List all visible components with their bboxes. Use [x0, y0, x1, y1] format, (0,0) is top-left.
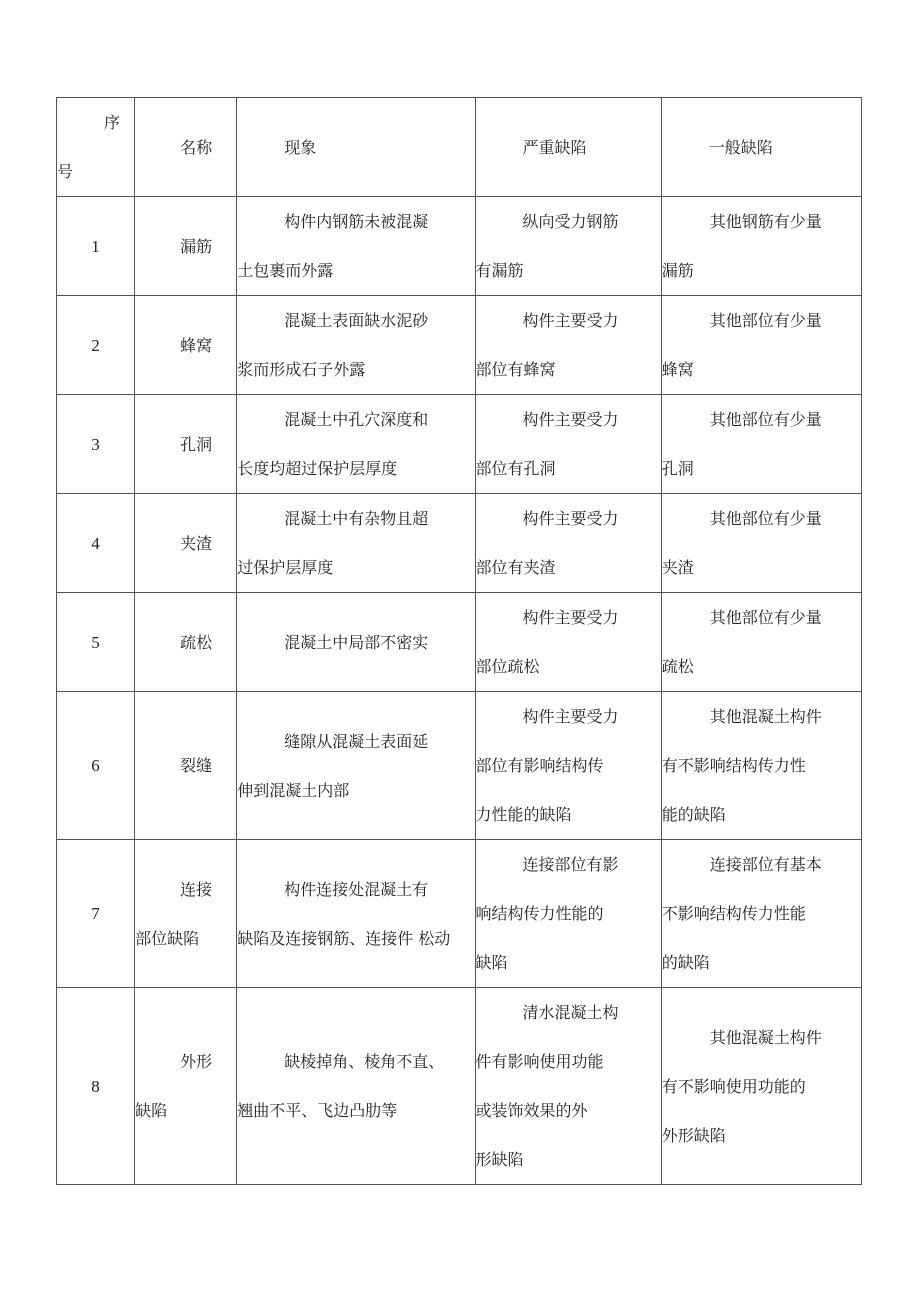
general-defect-line: 蜂窝 [661, 360, 694, 379]
header-row [57, 98, 862, 197]
serious-defect [475, 296, 661, 395]
serious-defect-line: 构件主要受力 [522, 707, 619, 726]
serious-defect [475, 494, 661, 593]
table-row [57, 593, 862, 692]
phenomenon-line: 伸到混凝土内部 [237, 780, 350, 800]
serious-defect-line: 部位有蜂窝 [475, 360, 556, 379]
defect-name-line: 疏松 [180, 632, 213, 652]
phenomenon-line: 缺棱掉角、棱角不直、 [284, 1052, 445, 1071]
phenomenon-line: 过保护层厚度 [237, 558, 334, 577]
header-phenomenon-cell [237, 98, 475, 197]
serious-defect-line: 件有影响使用功能 [475, 1052, 604, 1071]
general-defect-line: 连接部位有基本 [709, 855, 822, 874]
phenomenon [237, 593, 475, 692]
header-name-cell [135, 98, 237, 197]
table-row [57, 692, 862, 840]
phenomenon-line: 构件内钢筋未被混凝 [284, 212, 429, 231]
row-number: 1 [91, 236, 100, 256]
general-defect-line: 能的缺陷 [661, 805, 726, 824]
header-number-line2: 号 [57, 162, 74, 181]
defect-name-line: 外形 [180, 1052, 213, 1071]
defect-name-line: 孔洞 [180, 434, 213, 454]
table-row [57, 197, 862, 296]
general-defect [661, 988, 861, 1185]
general-defect [661, 692, 861, 840]
header-general: 一般缺陷 [708, 137, 773, 157]
general-defect [661, 395, 861, 494]
serious-defect [475, 197, 661, 296]
defect-name [135, 593, 237, 692]
general-defect-line: 孔洞 [661, 459, 694, 478]
serious-defect-line: 清水混凝土构 [522, 1003, 619, 1022]
row-number-cell [57, 840, 135, 988]
row-number: 7 [91, 904, 100, 923]
defect-name [135, 296, 237, 395]
general-defect-line: 其他部位有少量 [709, 410, 822, 429]
phenomenon-line: 缺陷及连接钢筋、连接件 松动 [237, 928, 451, 948]
row-number: 3 [91, 434, 100, 454]
general-defect-line: 其他部位有少量 [709, 509, 822, 528]
header-serious-cell [475, 98, 661, 197]
row-number-cell [57, 395, 135, 494]
phenomenon-line: 构件连接处混凝土有 [284, 879, 429, 899]
general-defect-line: 夹渣 [661, 558, 694, 577]
general-defect [661, 840, 861, 988]
serious-defect-line: 响结构传力性能的 [475, 904, 604, 923]
defect-name [135, 197, 237, 296]
general-defect [661, 197, 861, 296]
general-defect-line: 其他部位有少量 [709, 311, 822, 330]
header-number-line1: 序 [104, 113, 121, 132]
defect-name [135, 692, 237, 840]
header-number-cell [57, 98, 135, 197]
table-row [57, 296, 862, 395]
phenomenon [237, 840, 475, 988]
row-number-cell [57, 988, 135, 1185]
serious-defect-line: 有漏筋 [475, 261, 524, 280]
phenomenon [237, 296, 475, 395]
defect-name-line: 裂缝 [180, 756, 213, 775]
phenomenon-line: 混凝土中局部不密实 [284, 632, 429, 652]
serious-defect [475, 988, 661, 1185]
phenomenon-line: 长度均超过保护层厚度 [237, 459, 398, 478]
serious-defect-line: 构件主要受力 [522, 410, 619, 429]
serious-defect-line: 构件主要受力 [522, 311, 619, 330]
serious-defect-line: 部位有影响结构传 [475, 756, 604, 775]
general-defect-line: 有不影响使用功能的 [661, 1076, 806, 1096]
serious-defect [475, 692, 661, 840]
table-row [57, 840, 862, 988]
serious-defect-line: 连接部位有影 [522, 855, 619, 874]
defect-name-line: 部位缺陷 [135, 928, 200, 948]
defect-name [135, 840, 237, 988]
phenomenon-line: 混凝土中孔穴深度和 [284, 410, 429, 429]
row-number-cell [57, 296, 135, 395]
serious-defect-line: 部位有夹渣 [475, 558, 556, 577]
general-defect [661, 593, 861, 692]
serious-defect-line: 或装饰效果的外 [475, 1101, 588, 1120]
serious-defect-line: 构件主要受力 [522, 509, 619, 528]
table-row [57, 494, 862, 593]
serious-defect-line: 形缺陷 [475, 1150, 524, 1169]
concrete-defect-table [56, 97, 862, 1185]
serious-defect-line: 纵向受力钢筋 [522, 212, 619, 231]
header-phenomenon: 现象 [284, 137, 317, 157]
phenomenon [237, 988, 475, 1185]
phenomenon-line: 缝隙从混凝土表面延 [284, 731, 429, 751]
phenomenon [237, 494, 475, 593]
general-defect-line: 有不影响结构传力性 [661, 756, 806, 775]
defect-name-line: 夹渣 [180, 533, 213, 553]
row-number-cell [57, 593, 135, 692]
row-number-cell [57, 494, 135, 593]
defect-name-line: 漏筋 [180, 236, 213, 256]
header-serious: 严重缺陷 [522, 137, 587, 157]
phenomenon-line: 浆而形成石子外露 [237, 360, 366, 379]
serious-defect-line: 力性能的缺陷 [475, 805, 572, 824]
phenomenon [237, 197, 475, 296]
phenomenon-line: 混凝土中有杂物且超 [284, 509, 429, 528]
phenomenon-line: 混凝土表面缺水泥砂 [284, 311, 429, 330]
defect-name [135, 395, 237, 494]
serious-defect-line: 部位有孔洞 [475, 459, 556, 478]
phenomenon-line: 土包裹而外露 [237, 261, 334, 280]
row-number: 2 [91, 335, 100, 355]
header-general-cell [661, 98, 861, 197]
general-defect-line: 不影响结构传力性能 [661, 904, 806, 923]
defect-name [135, 494, 237, 593]
defect-name-line: 缺陷 [135, 1101, 168, 1120]
header-name: 名称 [180, 137, 213, 157]
phenomenon [237, 395, 475, 494]
defect-name-line: 连接 [180, 879, 213, 899]
general-defect [661, 296, 861, 395]
defect-name [135, 988, 237, 1185]
general-defect-line: 其他钢筋有少量 [709, 212, 822, 231]
row-number: 8 [91, 1076, 100, 1096]
general-defect-line: 其他混凝土构件 [709, 1027, 822, 1047]
general-defect-line: 外形缺陷 [661, 1125, 726, 1145]
phenomenon [237, 692, 475, 840]
row-number-cell [57, 692, 135, 840]
general-defect-line: 其他混凝土构件 [709, 707, 822, 726]
serious-defect [475, 593, 661, 692]
row-number: 6 [91, 756, 100, 775]
defect-name-line: 蜂窝 [180, 335, 213, 355]
serious-defect [475, 395, 661, 494]
row-number: 5 [91, 632, 100, 652]
general-defect [661, 494, 861, 593]
serious-defect-line: 部位疏松 [475, 657, 540, 676]
row-number: 4 [91, 533, 100, 553]
general-defect-line: 疏松 [661, 657, 694, 676]
general-defect-line: 其他部位有少量 [709, 608, 822, 627]
phenomenon-line: 翘曲不平、飞边凸肋等 [237, 1101, 398, 1120]
serious-defect-line: 构件主要受力 [522, 608, 619, 627]
general-defect-line: 的缺陷 [661, 953, 710, 972]
serious-defect [475, 840, 661, 988]
table-row [57, 988, 862, 1185]
row-number-cell [57, 197, 135, 296]
serious-defect-line: 缺陷 [475, 953, 508, 972]
general-defect-line: 漏筋 [661, 261, 694, 280]
table-row [57, 395, 862, 494]
